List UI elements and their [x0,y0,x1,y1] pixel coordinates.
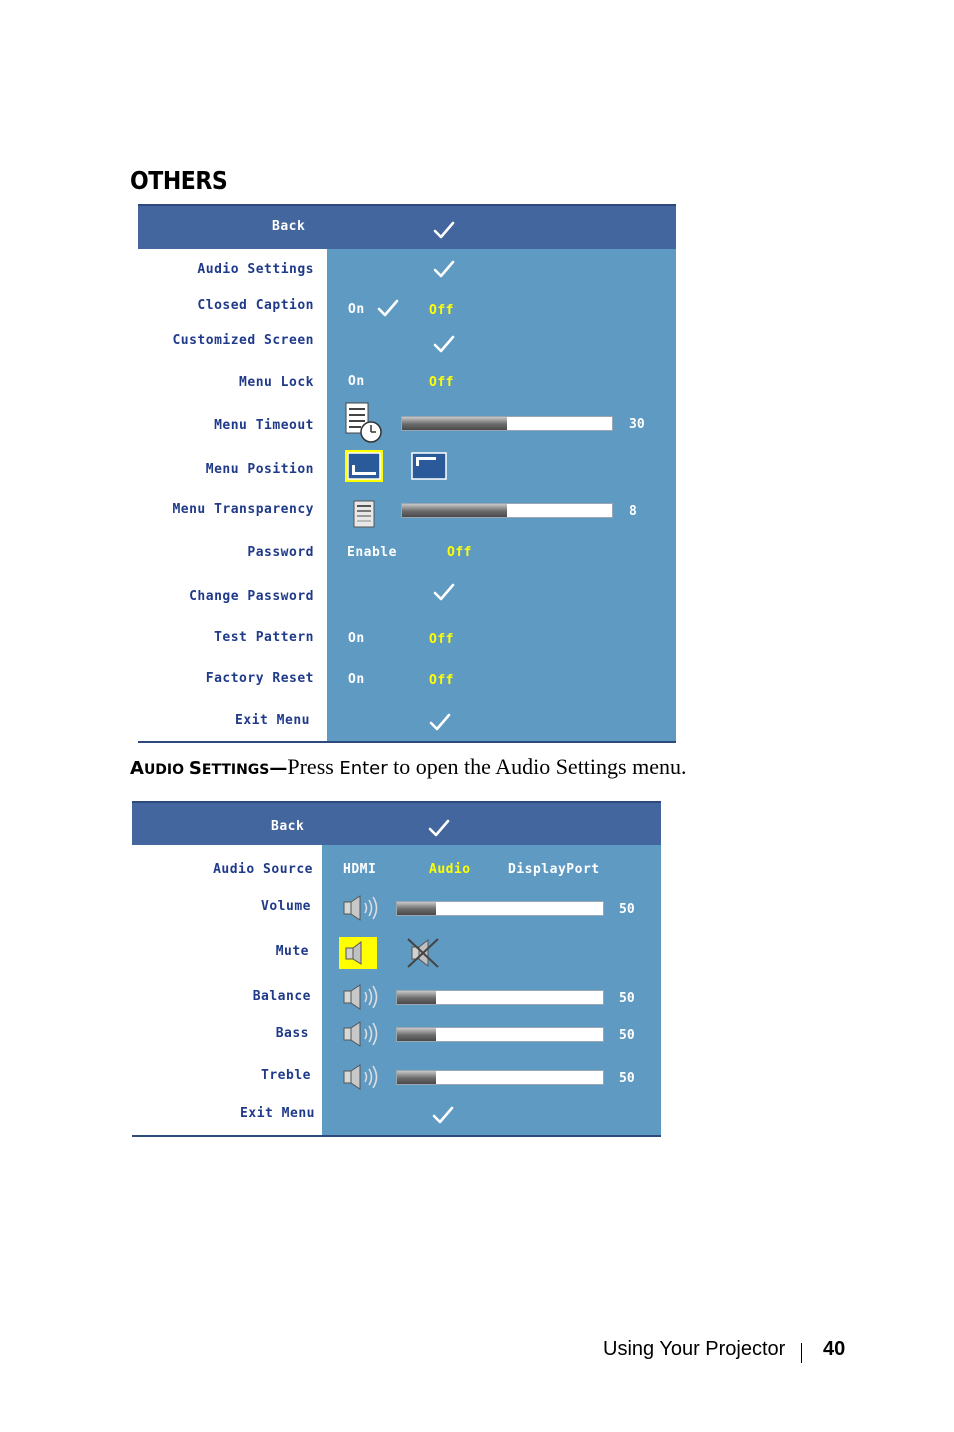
section-heading: OTHERS [130,166,228,195]
treble-slider[interactable] [396,1070,604,1085]
menu-timeout-slider[interactable] [401,416,613,431]
bass-fill [397,1028,436,1041]
menu-lock-on[interactable]: On [348,374,365,389]
menu-transparency-fill [402,504,507,517]
checkmark-icon[interactable] [429,712,451,732]
others-menu-header[interactable] [138,204,676,249]
mute-on-speaker-icon[interactable] [404,935,444,971]
menu-item-change-password[interactable]: Change Password [189,589,314,604]
balance-value: 50 [619,991,635,1006]
factory-reset-on[interactable]: On [348,672,365,687]
bass-value: 50 [619,1028,635,1043]
menu-timeout-fill [402,417,507,430]
menu-item-test-pattern[interactable]: Test Pattern [214,630,314,645]
treble-fill [397,1071,436,1084]
test-pattern-off[interactable]: Off [429,632,454,647]
audio-source-displayport[interactable]: DisplayPort [508,862,600,877]
position-bottom-left-icon[interactable] [344,449,384,483]
page-number: 40 [823,1338,846,1360]
speaker-icon [342,895,382,921]
menu-item-mute[interactable]: Mute [275,944,309,959]
menu-item-menu-position[interactable]: Menu Position [205,462,314,477]
enter-key: Enter [339,758,388,779]
footer-section-title: Using Your Projector [603,1338,786,1360]
balance-fill [397,991,436,1004]
menu-timeout-value: 30 [629,417,645,432]
menu-item-audio-source[interactable]: Audio Source [213,862,313,877]
menu-item-audio-settings[interactable]: Audio Settings [197,262,314,277]
footer-divider [801,1343,802,1363]
menu-item-menu-timeout[interactable]: Menu Timeout [214,418,314,433]
others-menu-labels [138,249,327,743]
balance-slider[interactable] [396,990,604,1005]
checkmark-icon [428,818,450,838]
menu-item-bass[interactable]: Bass [275,1026,309,1041]
volume-value: 50 [619,902,635,917]
menu-item-menu-transparency[interactable]: Menu Transparency [172,502,314,517]
menu-lock-off[interactable]: Off [429,375,454,390]
checkmark-icon[interactable] [432,1105,454,1125]
menu-item-closed-caption[interactable]: Closed Caption [197,298,314,313]
menu-item-treble[interactable]: Treble [261,1068,311,1083]
closed-caption-off[interactable]: Off [429,303,454,318]
bass-slider[interactable] [396,1027,604,1042]
menu-item-exit-menu[interactable]: Exit Menu [240,1106,315,1121]
term-audio-settings: AUDIO SETTINGS— [130,758,288,779]
menu-transparency-value: 8 [629,504,637,519]
audio-menu-header[interactable] [132,801,661,845]
checkmark-icon [377,298,399,318]
test-pattern-on[interactable]: On [348,631,365,646]
treble-value: 50 [619,1071,635,1086]
timeout-clock-icon [345,402,383,444]
menu-item-password[interactable]: Password [247,545,314,560]
password-off[interactable]: Off [447,545,472,560]
audio-menu [132,801,661,1137]
checkmark-icon [433,220,455,240]
back-label: Back [272,219,306,234]
speaker-icon [342,1021,382,1047]
menu-item-customized-screen[interactable]: Customized Screen [172,333,314,348]
checkmark-icon[interactable] [433,334,455,354]
factory-reset-off[interactable]: Off [429,673,454,688]
closed-caption-on[interactable]: On [348,302,365,317]
checkmark-icon[interactable] [433,259,455,279]
audio-source-hdmi[interactable]: HDMI [343,862,377,877]
audio-source-audio[interactable]: Audio [429,862,471,877]
menu-item-factory-reset[interactable]: Factory Reset [205,671,314,686]
menu-transparency-slider[interactable] [401,503,613,518]
transparency-icon [353,500,375,528]
volume-fill [397,902,436,915]
position-top-left-icon[interactable] [411,452,447,480]
others-menu [138,204,676,743]
mute-off-speaker-icon[interactable] [338,936,378,970]
speaker-icon [342,1064,382,1090]
menu-item-exit-menu[interactable]: Exit Menu [235,713,310,728]
speaker-icon [342,984,382,1010]
password-enable[interactable]: Enable [347,545,397,560]
back-label: Back [271,819,305,834]
menu-item-balance[interactable]: Balance [252,989,311,1004]
audio-settings-description: AUDIO SETTINGS—Press Enter to open the Audio Settings menu. [130,754,687,779]
checkmark-icon[interactable] [433,582,455,602]
menu-item-menu-lock[interactable]: Menu Lock [239,375,314,390]
others-menu-panel [327,249,676,743]
volume-slider[interactable] [396,901,604,916]
menu-item-volume[interactable]: Volume [261,899,311,914]
